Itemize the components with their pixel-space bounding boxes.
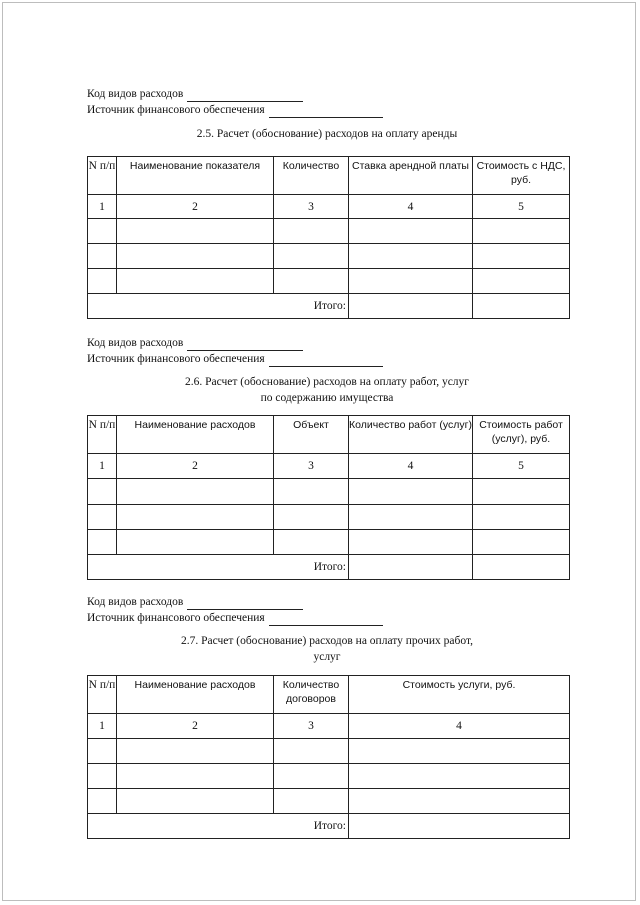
col-num-2: 2	[117, 454, 274, 479]
total-label: Итого:	[88, 814, 349, 839]
table-row	[88, 479, 570, 505]
table-cell[interactable]	[349, 505, 473, 530]
table-cell[interactable]	[349, 479, 473, 505]
funding-source-field[interactable]	[269, 614, 383, 626]
table-row	[88, 530, 570, 555]
header-quantity: Количество	[274, 157, 349, 195]
section-2-5-title: 2.5. Расчет (обоснование) расходов на оплату аренды	[196, 128, 458, 140]
funding-source-label: Источник финансового обеспечения	[87, 612, 265, 624]
column-number-row	[88, 714, 570, 739]
total-cell[interactable]	[473, 555, 570, 580]
table-cell[interactable]	[274, 789, 349, 814]
table-2-6	[87, 415, 570, 580]
funding-source-label: Источник финансового обеспечения	[87, 104, 265, 116]
header-service-cost: Стоимость услуги, руб.	[349, 676, 570, 714]
table-cell[interactable]	[274, 244, 349, 269]
table-cell[interactable]	[274, 764, 349, 789]
table-cell[interactable]	[473, 244, 570, 269]
column-number-row	[88, 454, 570, 479]
expense-code-field[interactable]	[187, 598, 303, 610]
table-row	[88, 219, 570, 244]
table-cell[interactable]	[274, 530, 349, 555]
table-cell[interactable]	[349, 530, 473, 555]
table-cell[interactable]	[117, 244, 274, 269]
section-2-7-title-line1: 2.7. Расчет (обоснование) расходов на оплату прочих работ,	[180, 635, 474, 647]
table-cell[interactable]	[88, 530, 117, 555]
total-row	[88, 555, 570, 580]
table-row	[88, 505, 570, 530]
funding-source-field[interactable]	[269, 106, 383, 118]
table-cell[interactable]	[274, 219, 349, 244]
table-cell[interactable]	[349, 739, 570, 764]
table-cell[interactable]	[117, 789, 274, 814]
table-cell[interactable]	[274, 269, 349, 294]
header-indicator-name: Наименование показателя	[117, 157, 274, 195]
header-object: Объект	[274, 416, 349, 454]
header-expense-name: Наименование расходов	[117, 676, 274, 714]
total-label: Итого:	[88, 294, 349, 319]
table-cell[interactable]	[349, 244, 473, 269]
table-row	[88, 269, 570, 294]
table-cell[interactable]	[274, 479, 349, 505]
expense-code-label: Код видов расходов	[87, 596, 184, 608]
table-cell[interactable]	[88, 505, 117, 530]
table-row	[88, 764, 570, 789]
table-cell[interactable]	[473, 530, 570, 555]
table-row	[88, 244, 570, 269]
table-cell[interactable]	[88, 764, 117, 789]
total-cell[interactable]	[349, 294, 473, 319]
expense-code-label: Код видов расходов	[87, 337, 184, 349]
table-cell[interactable]	[88, 219, 117, 244]
total-cell[interactable]	[473, 294, 570, 319]
total-row	[88, 294, 570, 319]
expense-code-field[interactable]	[187, 90, 303, 102]
header-num: N п/п	[88, 676, 117, 714]
table-cell[interactable]	[117, 764, 274, 789]
header-rent-rate: Ставка арендной платы	[349, 157, 473, 195]
table-cell[interactable]	[117, 479, 274, 505]
section-2-6-title-line1: 2.6. Расчет (обоснование) расходов на оплату работ, услуг	[184, 376, 470, 388]
table-row	[88, 789, 570, 814]
table-cell[interactable]	[88, 479, 117, 505]
table-cell[interactable]	[473, 269, 570, 294]
table-cell[interactable]	[473, 505, 570, 530]
table-cell[interactable]	[117, 530, 274, 555]
section-2-7-title	[87, 633, 567, 665]
col-num-1: 1	[88, 714, 117, 739]
section-2-7-title-line2: услуг	[313, 651, 341, 663]
column-number-row	[88, 195, 570, 219]
table-cell[interactable]	[473, 219, 570, 244]
table-cell[interactable]	[88, 269, 117, 294]
funding-source-label: Источник финансового обеспечения	[87, 353, 265, 365]
table-cell[interactable]	[117, 505, 274, 530]
expense-code-field[interactable]	[187, 339, 303, 351]
table-header-row	[88, 157, 570, 195]
section-2-6-title-line2: по содержанию имущества	[260, 392, 394, 404]
section-2-6-title	[87, 374, 567, 406]
table-cell[interactable]	[349, 219, 473, 244]
table-cell[interactable]	[88, 789, 117, 814]
table-cell[interactable]	[117, 269, 274, 294]
table-cell[interactable]	[349, 789, 570, 814]
meta-block-2-6	[87, 335, 383, 367]
table-cell[interactable]	[88, 244, 117, 269]
col-num-1: 1	[88, 195, 117, 219]
table-2-5	[87, 156, 570, 319]
expense-code-label: Код видов расходов	[87, 88, 184, 100]
table-cell[interactable]	[274, 739, 349, 764]
meta-block-2-7	[87, 594, 383, 626]
table-2-7	[87, 675, 570, 839]
table-header-row	[88, 676, 570, 714]
table-cell[interactable]	[117, 219, 274, 244]
total-row	[88, 814, 570, 839]
header-expense-name: Наименование расходов	[117, 416, 274, 454]
col-num-3: 3	[274, 195, 349, 219]
header-num: N п/п	[88, 157, 117, 195]
col-num-5: 5	[473, 195, 570, 219]
col-num-3: 3	[274, 454, 349, 479]
col-num-2: 2	[117, 714, 274, 739]
table-cell[interactable]	[117, 739, 274, 764]
total-cell[interactable]	[349, 814, 570, 839]
funding-source-field[interactable]	[269, 355, 383, 367]
col-num-5: 5	[473, 454, 570, 479]
col-num-2: 2	[117, 195, 274, 219]
header-num: N п/п	[88, 416, 117, 454]
meta-block-2-5	[87, 86, 383, 118]
table-cell[interactable]	[349, 764, 570, 789]
col-num-4: 4	[349, 454, 473, 479]
col-num-4: 4	[349, 195, 473, 219]
table-cell[interactable]	[473, 479, 570, 505]
total-label: Итого:	[88, 555, 349, 580]
col-num-1: 1	[88, 454, 117, 479]
col-num-4: 4	[349, 714, 570, 739]
total-cell[interactable]	[349, 555, 473, 580]
header-cost-vat: Стоимость с НДС, руб.	[473, 157, 570, 195]
table-cell[interactable]	[274, 505, 349, 530]
table-row	[88, 739, 570, 764]
header-work-quantity: Количество работ (услуг)	[349, 416, 473, 454]
header-work-cost: Стоимость работ (услуг), руб.	[473, 416, 570, 454]
table-header-row	[88, 416, 570, 454]
table-cell[interactable]	[88, 739, 117, 764]
header-contract-count: Количество договоров	[274, 676, 349, 714]
col-num-3: 3	[274, 714, 349, 739]
table-cell[interactable]	[349, 269, 473, 294]
